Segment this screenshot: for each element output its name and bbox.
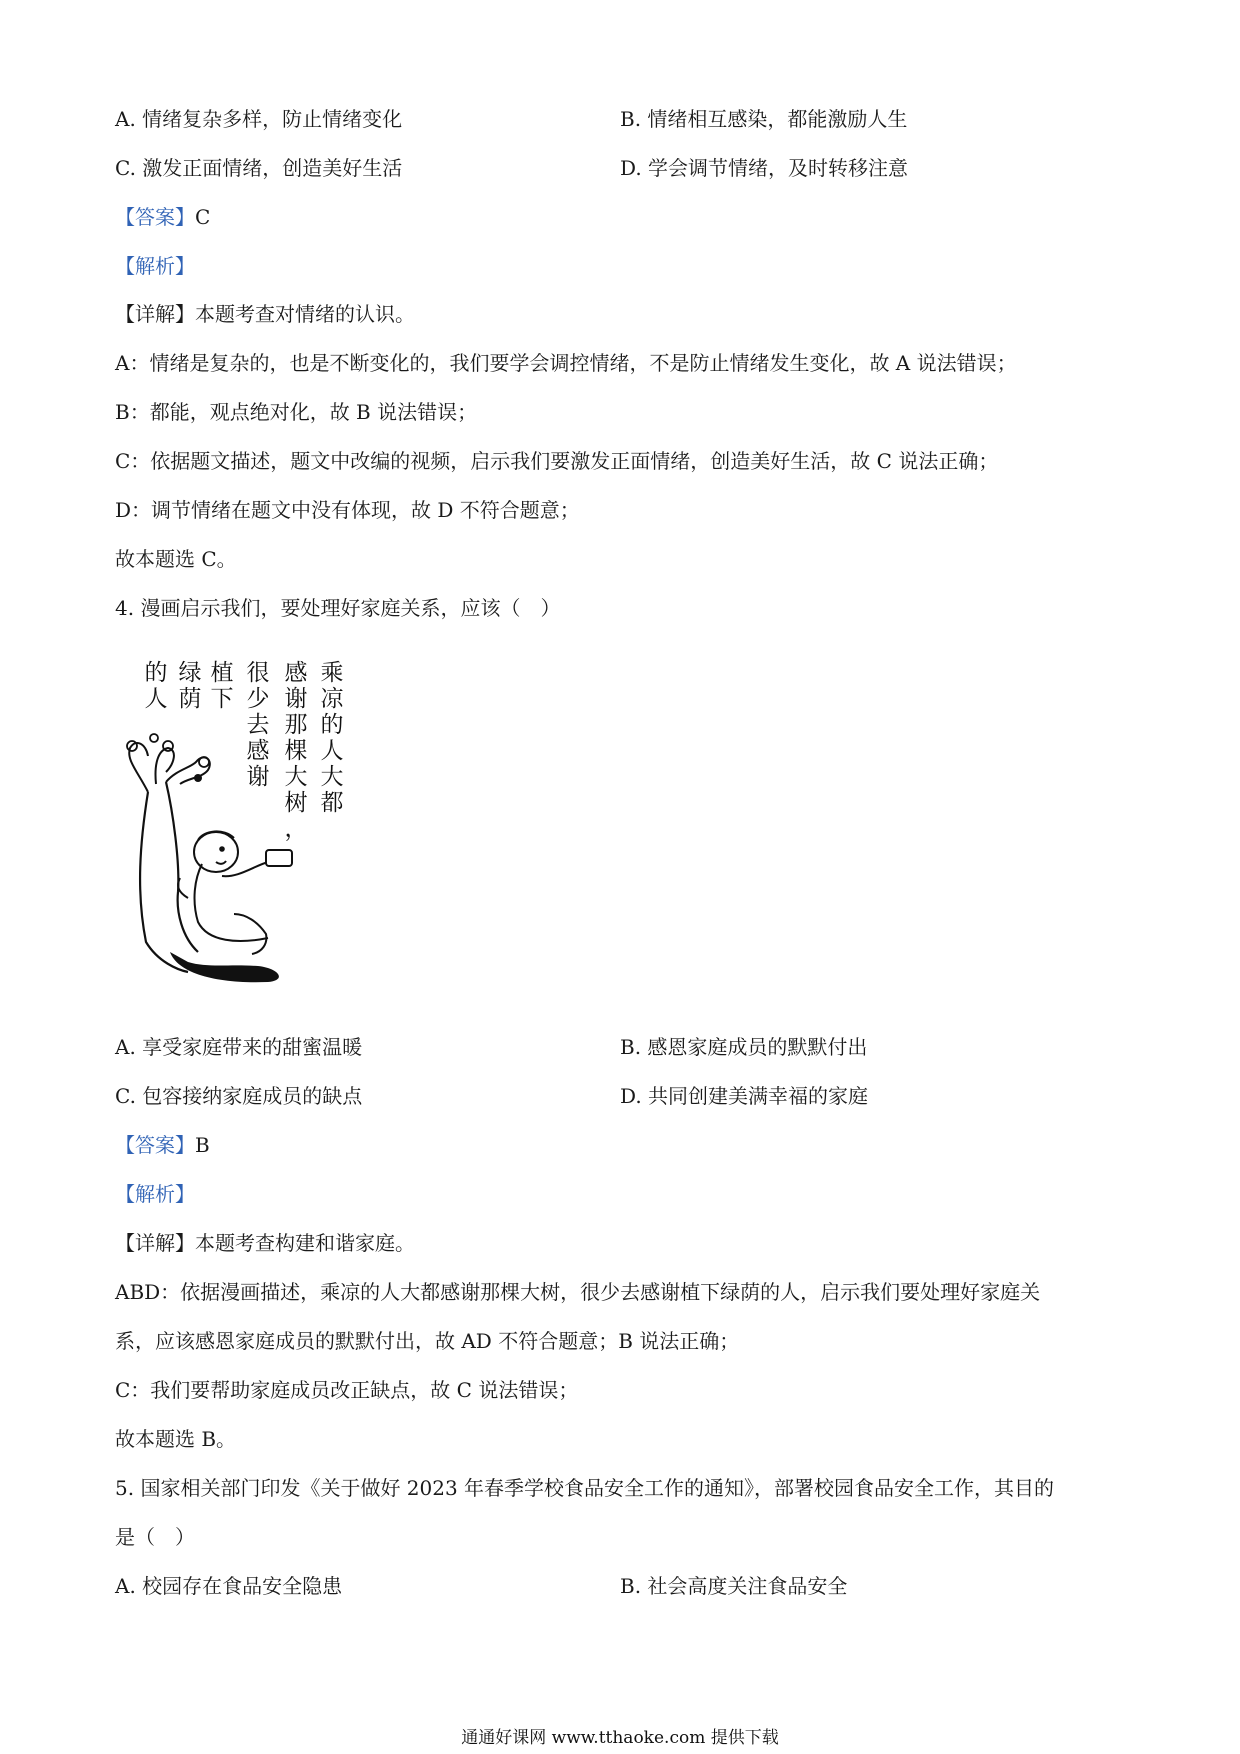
q5-stem-line2: 是（ ）	[115, 1525, 195, 1549]
caption-char: 去	[246, 712, 270, 738]
q3-analysis-tag: 【解析】	[115, 254, 195, 278]
q4-option-d: D. 共同创建美满幸福的家庭	[620, 1084, 869, 1108]
caption-column	[179, 660, 202, 712]
caption-char: 大	[320, 764, 344, 790]
answer-value: C	[195, 205, 211, 229]
caption-char: 乘	[320, 660, 344, 686]
q4-stem: 4. 漫画启示我们，要处理好家庭关系，应该（ ）	[115, 596, 561, 620]
sitting-person	[178, 831, 292, 954]
ground-shadow	[170, 952, 279, 982]
caption-char: 树	[284, 790, 308, 816]
caption-char: 那	[284, 712, 308, 738]
q3-line-b: B：都能，观点绝对化，故 B 说法错误；	[115, 400, 478, 424]
q4-option-b: B. 感恩家庭成员的默默付出	[620, 1035, 868, 1059]
caption-char: 大	[284, 764, 308, 790]
q3-line-d: D：调节情绪在题文中没有体现，故 D 不符合题意；	[115, 498, 580, 522]
caption-char: 植	[210, 660, 234, 686]
q4-line-abd-cont: 系，应该感恩家庭成员的默默付出，故 AD 不符合题意；B 说法正确；	[115, 1329, 740, 1353]
q5-option-b: B. 社会高度关注食品安全	[620, 1574, 848, 1598]
caption-char: 感	[284, 660, 308, 686]
caption-char: 绿	[178, 660, 202, 686]
caption-column	[145, 660, 168, 712]
caption-char: 人	[320, 738, 344, 764]
q3-option-c: C. 激发正面情绪，创造美好生活	[115, 156, 403, 180]
q3-option-a: A. 情绪复杂多样，防止情绪变化	[115, 107, 403, 131]
cartoon-illustration	[118, 652, 358, 990]
caption-char: 下	[210, 686, 234, 712]
q4-detail: 【详解】本题考查构建和谐家庭。	[115, 1231, 415, 1255]
caption-char: 的	[144, 660, 168, 686]
caption-char: 荫	[178, 686, 202, 712]
answer-tag: 【答案】	[115, 1133, 195, 1157]
q3-conclusion: 故本题选 C。	[115, 547, 237, 571]
q4-line-abd: ABD：依据漫画描述，乘凉的人大都感谢那棵大树，很少去感谢植下绿荫的人，启示我们要处理好家庭关	[115, 1280, 1041, 1304]
q5-stem-line1: 5. 国家相关部门印发《关于做好 2023 年春季学校食品安全工作的通知》，部署校园食品安全工作，其目的	[115, 1476, 1055, 1500]
tree-trunk	[140, 782, 198, 972]
caption-char: 谢	[284, 686, 308, 712]
caption-char: 感	[246, 738, 270, 764]
caption-column	[247, 660, 270, 790]
answer-value: B	[195, 1133, 210, 1157]
q3-option-d: D. 学会调节情绪，及时转移注意	[620, 156, 909, 180]
q4-analysis-tag: 【解析】	[115, 1182, 195, 1206]
caption-char: ，	[284, 816, 308, 842]
caption-char: 的	[320, 712, 344, 738]
caption-char: 棵	[284, 738, 308, 764]
caption-char: 谢	[246, 764, 270, 790]
q3-option-b: B. 情绪相互感染，都能激励人生	[620, 107, 908, 131]
q5-option-a: A. 校园存在食品安全隐患	[115, 1574, 343, 1598]
caption-column	[285, 660, 308, 842]
page-footer: 通通好课网 www.tthaoke.com 提供下载	[461, 1728, 779, 1748]
q3-line-c: C：依据题文描述，题文中改编的视频，启示我们要激发正面情绪，创造美好生活，故 C 说法正确；	[115, 449, 999, 473]
caption-char: 少	[246, 686, 270, 712]
q4-conclusion: 故本题选 B。	[115, 1427, 237, 1451]
q4-option-c: C. 包容接纳家庭成员的缺点	[115, 1084, 363, 1108]
q4-answer	[115, 1131, 210, 1159]
q3-answer	[115, 203, 210, 231]
answer-tag: 【答案】	[115, 205, 195, 229]
caption-char: 人	[144, 686, 168, 712]
caption-char: 很	[246, 660, 270, 686]
q4-option-a: A. 享受家庭带来的甜蜜温暖	[115, 1035, 363, 1059]
q3-detail: 【详解】本题考查对情绪的认识。	[115, 302, 415, 326]
caption-column	[211, 660, 234, 712]
q3-line-a: A：情绪是复杂的，也是不断变化的，我们要学会调控情绪，不是防止情绪发生变化，故 A 说法错误；	[115, 351, 1017, 375]
caption-char: 凉	[320, 686, 344, 712]
caption-char: 都	[320, 790, 344, 816]
caption-column	[321, 660, 345, 816]
q4-line-c: C：我们要帮助家庭成员改正缺点，故 C 说法错误；	[115, 1378, 579, 1402]
